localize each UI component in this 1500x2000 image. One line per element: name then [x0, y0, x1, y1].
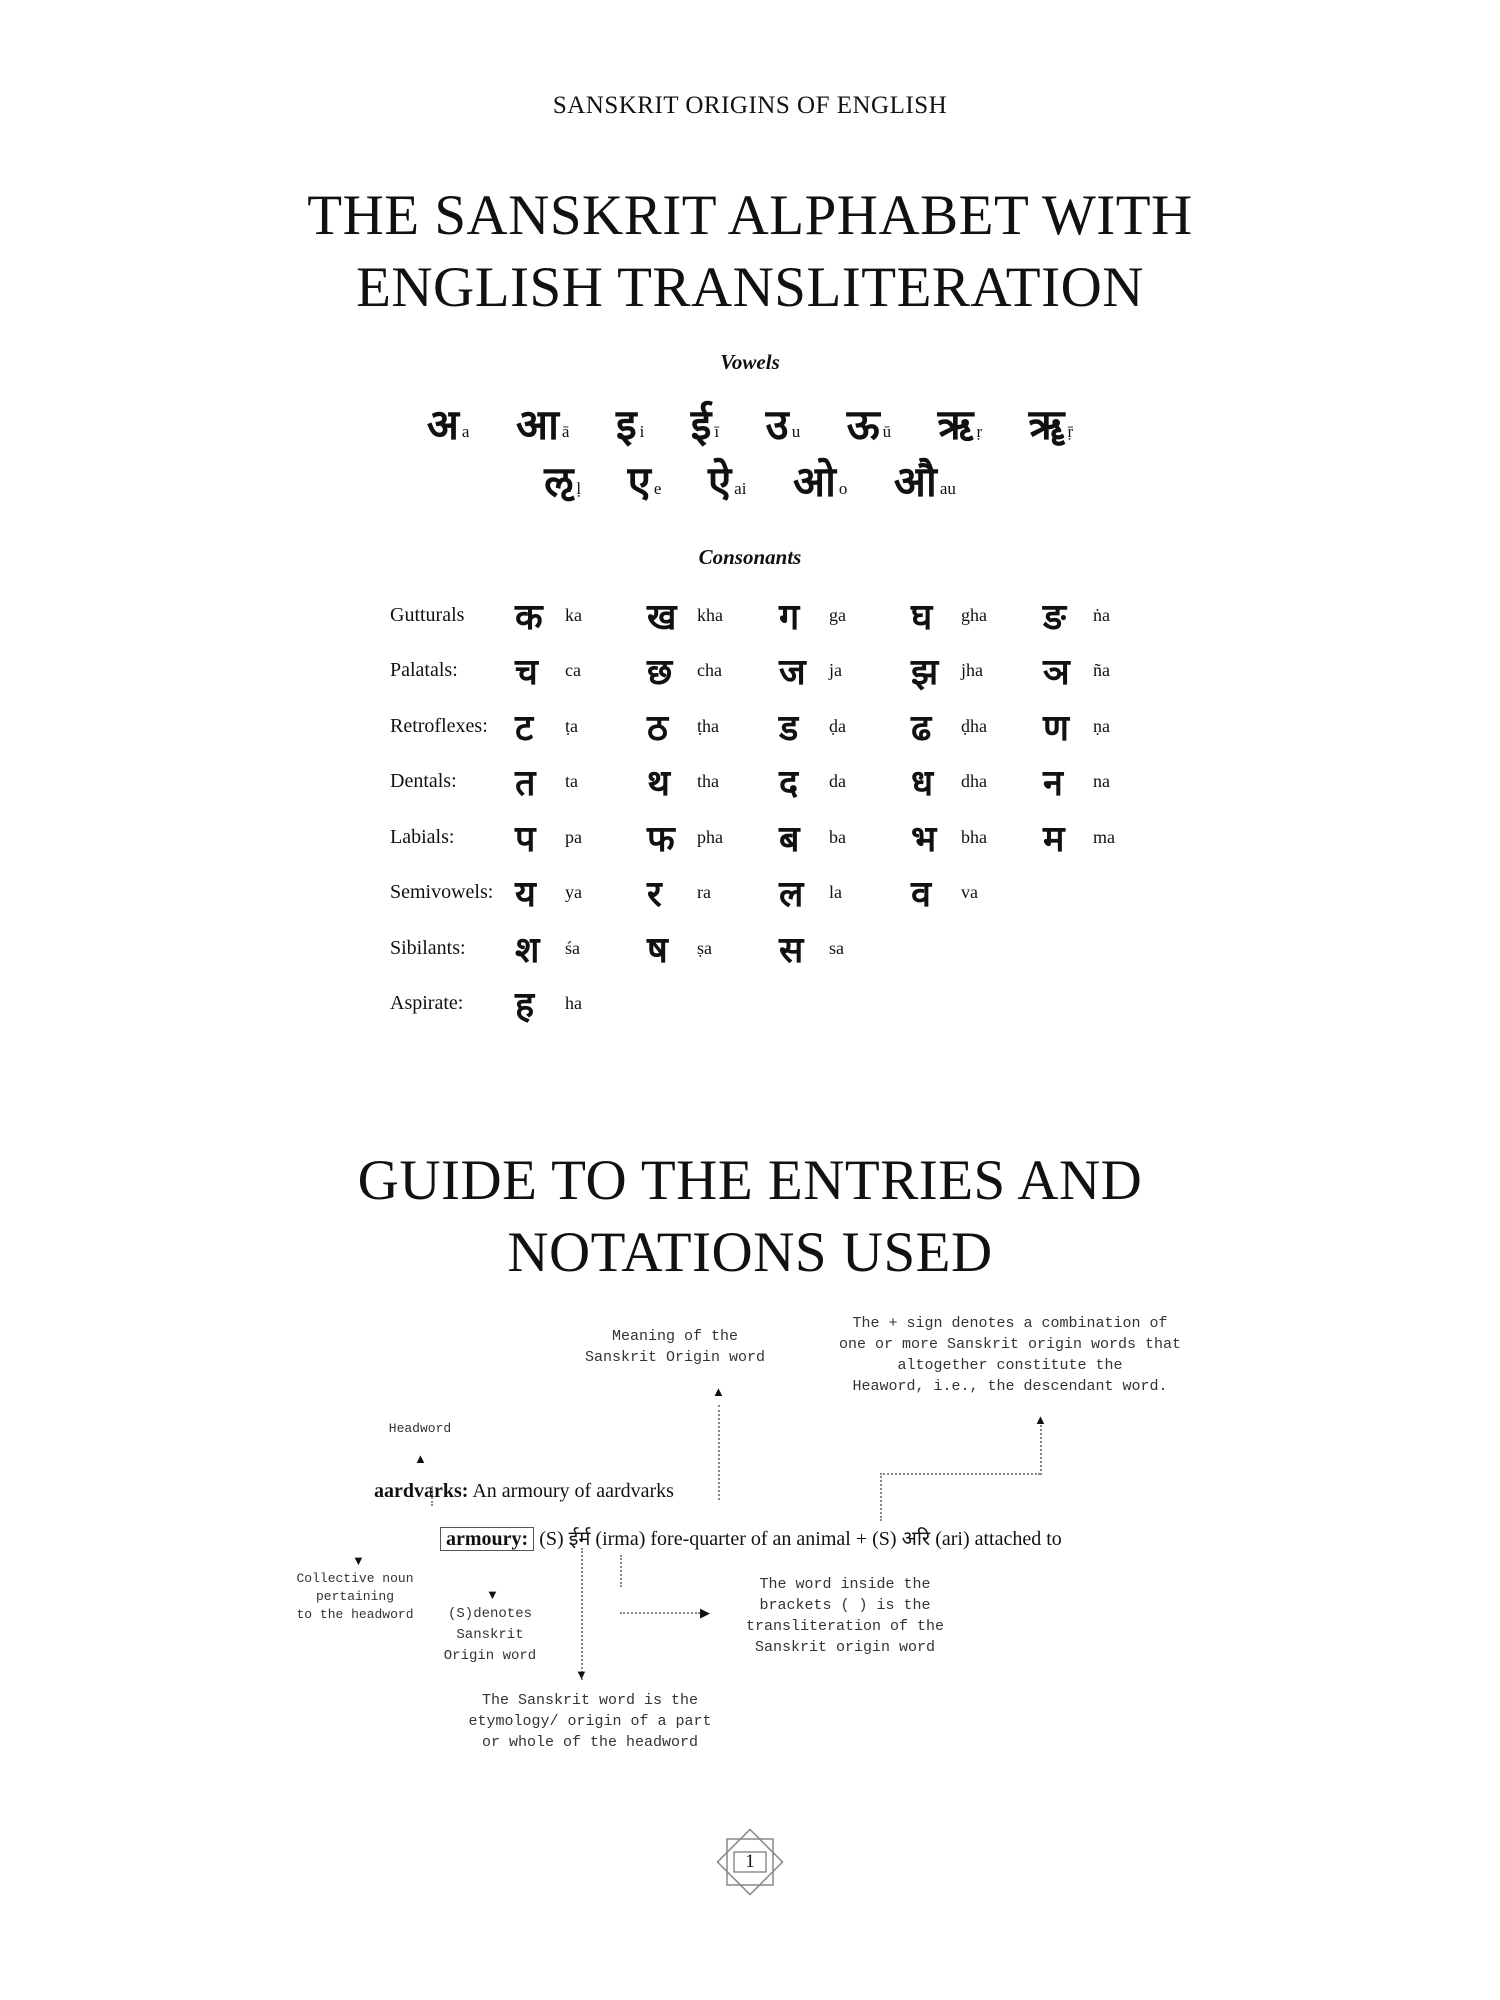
vowel: ओ $_o$ [792, 460, 848, 506]
consonant-class-label: Aspirate: [390, 992, 464, 1014]
vowel: आ $_ā$ [515, 403, 570, 449]
devanagari-letter: भ [911, 818, 937, 859]
vowel: ऐ $_{ai}$ [707, 460, 747, 506]
vowel: ऋ $_ṛ$ [937, 403, 983, 449]
guide-title [0, 1145, 1500, 1289]
vowel: ऌ $_ḷ$ [544, 460, 582, 506]
devanagari-letter: त [515, 763, 536, 803]
devanagari-letter: ङ [1043, 596, 1066, 637]
devanagari-letter: ड [779, 707, 799, 748]
note-s-denotes: (S)denotes Sanskrit Origin word [443, 1606, 537, 1664]
transliteration: ṅa [1093, 604, 1110, 625]
devanagari-letter: ज [779, 652, 806, 692]
consonant-class-label: Gutturals [390, 603, 465, 626]
arrow-up-icon: ▲ [712, 1384, 725, 1399]
devanagari-letter: ठ [647, 707, 668, 748]
vowel: ए $_e$ [627, 460, 662, 506]
vowel: इ $_i$ [615, 403, 645, 449]
devanagari-letter: ढ [911, 707, 932, 748]
devanagari-letter: श [515, 929, 540, 970]
devanagari-letter: थ [647, 763, 671, 803]
consonant-cell [779, 868, 911, 917]
consonant-cell [779, 591, 911, 640]
transliteration: ḍa [829, 715, 846, 736]
consonant-cell [515, 813, 647, 862]
alphabet-title [0, 180, 1500, 324]
consonant-class-label: Palatals: [390, 659, 458, 681]
consonant-cell [647, 591, 779, 640]
consonant-cell [515, 646, 647, 695]
devanagari-letter: घ [911, 596, 933, 637]
arrow-up-icon: ▲ [1034, 1412, 1047, 1427]
consonant-cell [911, 757, 1043, 806]
vowel: औ $_{au}$ [893, 460, 956, 506]
devanagari-letter: स [779, 929, 804, 970]
devanagari-letter: ञ [1043, 652, 1070, 692]
transliteration: la [829, 882, 842, 902]
transliteration: bha [961, 826, 987, 847]
vowel: ई $_ī$ [690, 403, 720, 449]
transliteration: ha [565, 993, 582, 1013]
consonant-row [390, 698, 1175, 754]
transliteration: sa [829, 937, 844, 958]
consonant-cell [1043, 757, 1175, 806]
connector-line [620, 1555, 622, 1587]
transliteration: ma [1093, 826, 1115, 847]
running-head: SANSKRIT ORIGINS OF ENGLISH [552, 92, 948, 119]
consonant-cell [1043, 591, 1175, 640]
transliteration: tha [697, 771, 719, 791]
connector-line [718, 1405, 720, 1500]
transliteration: dha [961, 771, 987, 791]
consonant-cell [515, 979, 647, 1028]
consonant-cell [911, 868, 1043, 917]
consonant-cell [779, 924, 911, 973]
transliteration: ba [829, 826, 846, 847]
devanagari-letter: च [515, 652, 538, 692]
devanagari-letter: ख [647, 596, 677, 637]
devanagari-letter: ट [515, 707, 534, 748]
transliteration: va [961, 882, 978, 902]
connector-line [880, 1473, 882, 1521]
transliteration: ka [565, 604, 582, 625]
devanagari-letter: ह [515, 985, 535, 1025]
consonant-cell [779, 813, 911, 862]
page-number: 1 [745, 1851, 755, 1872]
transliteration: ya [565, 882, 582, 902]
sample-entry-armoury [440, 1524, 1062, 1551]
devanagari-letter: ब [779, 818, 800, 859]
consonant-cell [515, 757, 647, 806]
consonant-cell [647, 757, 779, 806]
transliteration: ja [829, 660, 842, 680]
note-meaning: Meaning of the Sanskrit Origin word [584, 1328, 766, 1366]
transliteration: ña [1093, 660, 1110, 680]
devanagari-letter: न [1043, 763, 1063, 803]
vowels-row-1 [0, 395, 1500, 452]
sample-headword-boxed: armoury: [440, 1527, 534, 1551]
vowel: उ $_u$ [765, 403, 801, 449]
arrow-down-icon: ▼ [575, 1667, 588, 1682]
devanagari-letter: र [647, 874, 662, 914]
consonant-cell [515, 924, 647, 973]
transliteration: ga [829, 604, 846, 625]
transliteration: ra [697, 882, 711, 902]
transliteration: da [829, 771, 846, 791]
devanagari-letter: प [515, 818, 536, 859]
transliteration: cha [697, 660, 722, 680]
transliteration: kha [697, 604, 723, 625]
transliteration: pa [565, 826, 582, 847]
consonant-class-label: Labials: [390, 825, 455, 848]
vowels-heading: Vowels [720, 350, 780, 374]
page-number-emblem [713, 1825, 787, 1899]
consonant-cell [515, 702, 647, 751]
consonant-cell [647, 813, 779, 862]
vowel: ऊ $_ū$ [846, 403, 892, 449]
connector-line [1040, 1425, 1042, 1475]
devanagari-letter: ग [779, 596, 800, 637]
consonant-cell [647, 646, 779, 695]
devanagari-letter: ण [1043, 707, 1070, 748]
devanagari-letter: य [515, 874, 536, 914]
consonant-cell [779, 702, 911, 751]
devanagari-letter: क [515, 596, 543, 637]
consonant-row [390, 865, 1043, 921]
consonant-cell [911, 646, 1043, 695]
arrow-right-icon: ▶ [700, 1605, 710, 1620]
devanagari-letter: छ [647, 652, 673, 692]
consonant-row [390, 920, 911, 976]
consonant-cell [647, 702, 779, 751]
consonant-cell [911, 591, 1043, 640]
consonant-cell [1043, 813, 1175, 862]
arrow-down-icon: ▼ [486, 1587, 499, 1602]
devanagari-letter: ष [647, 929, 668, 970]
sample-entry-aardvarks [374, 1480, 674, 1503]
consonants-heading: Consonants [698, 545, 802, 569]
transliteration: ṭa [565, 715, 578, 736]
sample-definition: An armoury of aardvarks [468, 1480, 674, 1502]
consonant-row [390, 809, 1175, 865]
alphabet-title-line-1: THE SANSKRIT ALPHABET WITH [307, 184, 1193, 247]
consonant-cell [647, 868, 779, 917]
transliteration: ṭha [697, 715, 719, 736]
consonant-cell [515, 591, 647, 640]
consonant-class-label: Dentals: [390, 770, 457, 792]
transliteration: gha [961, 604, 987, 625]
note-collective-noun: Collective noun pertaining to the headword [296, 1571, 414, 1622]
note-etymology: The Sanskrit word is the etymology/ origin of a part or whole of the headword [468, 1692, 712, 1751]
note-plus-sign: The + sign denotes a combination of one or more Sanskrit origin words that altogether constitute the Heaword, i.e., the descendant word. [838, 1315, 1182, 1395]
consonant-row [390, 643, 1175, 699]
consonant-class-label: Sibilants: [390, 936, 466, 959]
vowels-row-2 [0, 452, 1500, 509]
devanagari-letter: व [911, 874, 932, 914]
transliteration: ḍha [961, 715, 987, 736]
connector-line [581, 1548, 583, 1680]
consonant-cell [515, 868, 647, 917]
transliteration: na [1093, 771, 1110, 791]
transliteration: śa [565, 937, 580, 958]
consonant-cell [1043, 646, 1175, 695]
sample-headword: aardvarks: [374, 1480, 469, 1502]
alphabet-title-line-2: ENGLISH TRANSLITERATION [356, 256, 1144, 319]
consonant-row [390, 587, 1175, 643]
arrow-down-icon: ▼ [352, 1553, 365, 1568]
devanagari-letter: ल [779, 874, 804, 914]
consonant-cell [779, 646, 911, 695]
transliteration: jha [961, 660, 983, 680]
consonant-row [390, 976, 647, 1032]
sample-definition: (S) ईर्म (irma) fore-quarter of an animal + (S) अरि (ari) attached to [534, 1528, 1062, 1550]
devanagari-letter: फ [647, 818, 675, 859]
connector-line [431, 1486, 433, 1506]
devanagari-letter: द [779, 763, 799, 803]
vowel: ॠ $_ṝ$ [1028, 403, 1074, 449]
transliteration: ṣa [697, 937, 712, 958]
connector-line [620, 1612, 700, 1614]
consonant-class-label: Retroflexes: [390, 714, 488, 737]
transliteration: ca [565, 660, 581, 680]
devanagari-letter: झ [911, 652, 939, 692]
devanagari-letter: म [1043, 818, 1065, 859]
transliteration: pha [697, 826, 723, 847]
guide-title-line-2: NOTATIONS USED [507, 1221, 993, 1284]
devanagari-letter: ध [911, 763, 934, 803]
consonant-cell [647, 924, 779, 973]
transliteration: ta [565, 771, 578, 791]
consonant-cell [911, 702, 1043, 751]
connector-line [880, 1473, 1040, 1475]
vowel: अ $_a$ [426, 403, 470, 449]
consonant-row [390, 754, 1175, 810]
consonant-cell [779, 757, 911, 806]
note-headword: Headword [388, 1421, 452, 1436]
consonant-cell [1043, 702, 1175, 751]
guide-title-line-1: GUIDE TO THE ENTRIES AND [357, 1149, 1143, 1212]
transliteration: ṇa [1093, 715, 1110, 736]
consonant-cell [911, 813, 1043, 862]
arrow-up-icon: ▲ [414, 1451, 427, 1466]
consonant-class-label: Semivowels: [390, 881, 494, 903]
note-brackets: The word inside the brackets ( ) is the transliteration of the Sanskrit origin word [745, 1576, 945, 1656]
